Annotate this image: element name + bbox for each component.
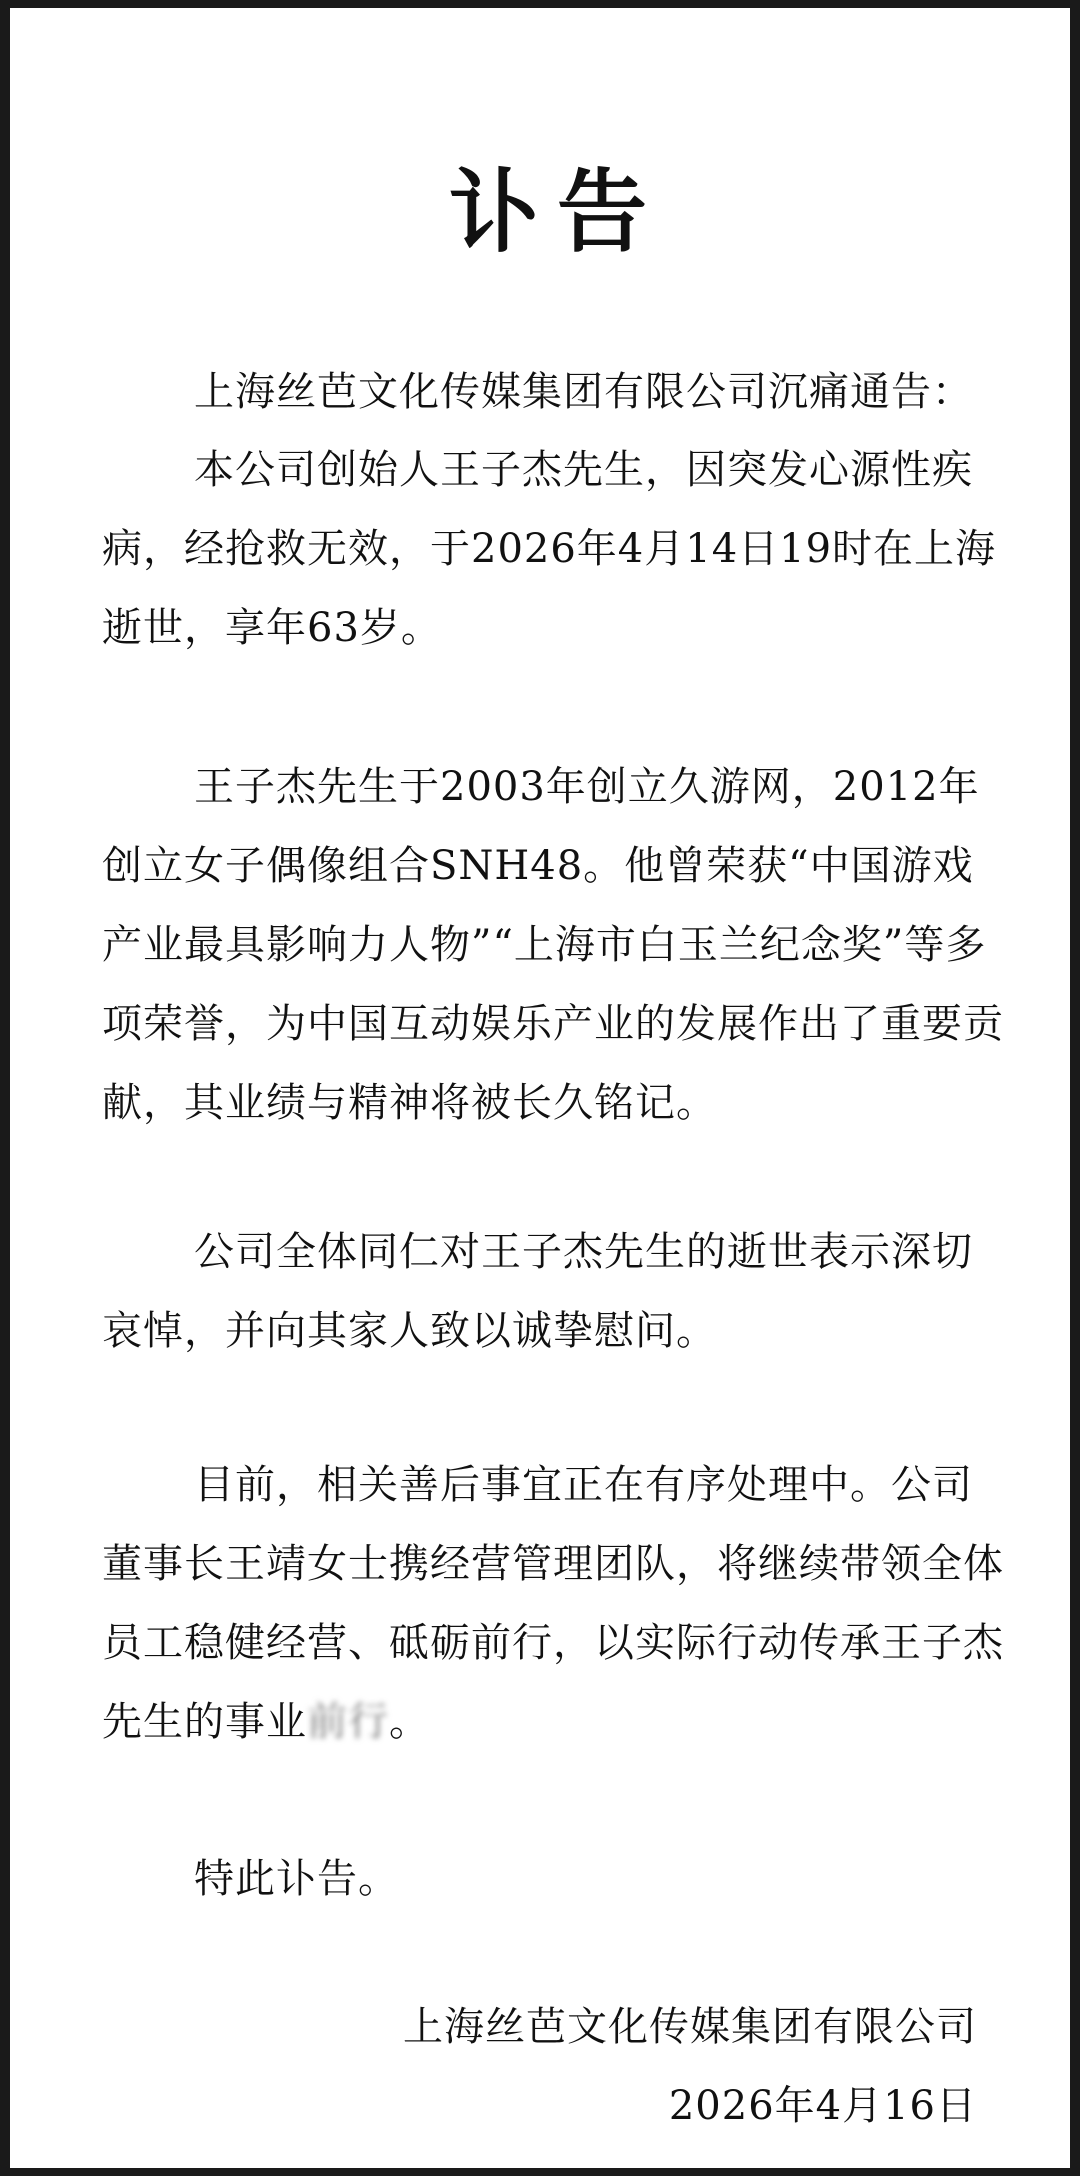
signature-company: 上海丝芭文化传媒集团有限公司 xyxy=(403,2004,977,2050)
obituary-notice xyxy=(102,8,1012,2184)
notice-title: 讣告 xyxy=(449,160,665,265)
succession-period: 。 xyxy=(389,1699,430,1745)
signature-date: 2026年4月16日 xyxy=(668,2083,977,2129)
succession-text: 目前，相关善后事宜正在有序处理中。公司董事长王靖女士携经营管理团队，将继续带领全体员工稳健经营、砥砺前行，以实际行动传承王子杰先生的事业 xyxy=(102,1462,1004,1745)
death-announcement-paragraph: 本公司创始人王子杰先生，因突发心源性疾病，经抢救无效，于2026年4月14日19时在上海逝世，享年63岁。 xyxy=(102,447,997,651)
intro-paragraph: 上海丝芭文化传媒集团有限公司沉痛通告： xyxy=(194,369,973,415)
achievements-paragraph: 王子杰先生于2003年创立久游网，2012年创立女子偶像组合SNH48。他曾荣获“中国游戏产业最具影响力人物”“上海市白玉兰纪念奖”等多项荣誉，为中国互动娱乐产业的发展作出了重要贡献，其业绩与精神将被长久铭记。 xyxy=(102,764,1004,1126)
blurred-text: 前行 xyxy=(307,1699,389,1745)
condolence-paragraph: 公司全体同仁对王子杰先生的逝世表示深切哀悼，并向其家人致以诚挚慰问。 xyxy=(102,1229,973,1354)
succession-paragraph xyxy=(102,1446,1012,1762)
closing-statement: 特此讣告。 xyxy=(194,1856,399,1902)
